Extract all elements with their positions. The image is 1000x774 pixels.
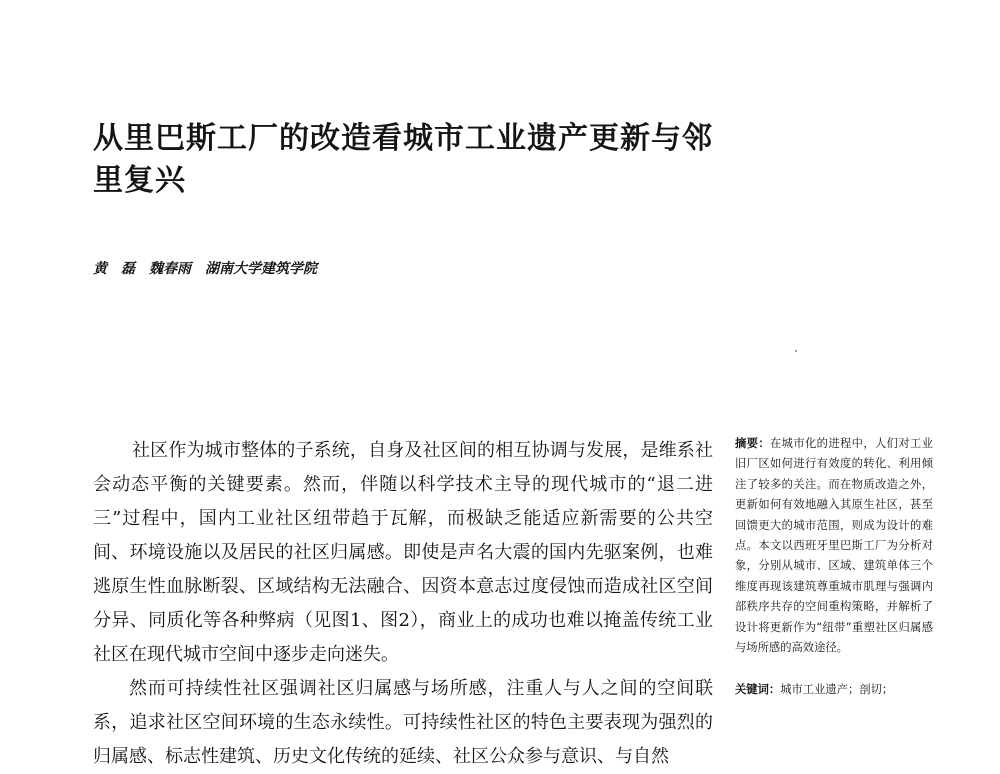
body-paragraph: 社区作为城市整体的子系统，自身及社区间的相互协调与发展，是维系社会动态平衡的关键要素。然而，伴随以科学技术主导的现代城市的“退二进三”过程中，国内工业社区纽带趋于瓦解，而极缺乏能适应新需要的公共空间、环境设施以及居民的社区归属感。即使是声名大震的国内先驱案例，也难逃原生性血脉断裂、区域结构无法融合、因资本意志过度侵蚀而造成社区空间分异、同质化等各种弊病（见图1、图2），商业上的成功也难以掩盖传统工业社区在现代城市空间中逐步走向迷失。 (93, 440, 713, 665)
keywords-text: 城市工业遗产；剖切； (780, 683, 894, 697)
article-title: 从里巴斯工厂的改造看城市工业遗产更新与邻里复兴 (93, 121, 713, 198)
abstract-block (735, 434, 933, 658)
abstract-text: 在城市化的进程中，人们对工业旧厂区如何进行有效度的转化、利用倾注了较多的关注。而在物质改造之外，更新如何有效地融入其原生社区，甚至回馈更大的城市范围，则成为设计的难点。本文以西班牙里巴斯工厂为分析对象，分别从城市、区域、建筑单体三个维度再现该建筑尊重城市肌理与强调内部秩序共存的空间重构策略，并解析了设计将更新作为“纽带”重塑社区归属感与场所感的高效途径。 (735, 437, 933, 655)
abstract-sidebar (735, 434, 933, 701)
keywords-block (735, 680, 933, 700)
author-line: 黄 磊 魏春雨 湖南大学建筑学院 (93, 261, 317, 277)
body-paragraph: 然而可持续性社区强调社区归属感与场所感，注重人与人之间的空间联系，追求社区空间环境的生态永续性。可持续性社区的特色主要表现为强烈的归属感、标志性建筑、历史文化传统的延续、社区公众参与意识、与自然 (93, 678, 713, 767)
abstract-label: 摘要： (735, 437, 771, 450)
page-speck (795, 350, 797, 352)
keywords-label: 关键词： (735, 683, 781, 697)
main-body (93, 434, 713, 774)
